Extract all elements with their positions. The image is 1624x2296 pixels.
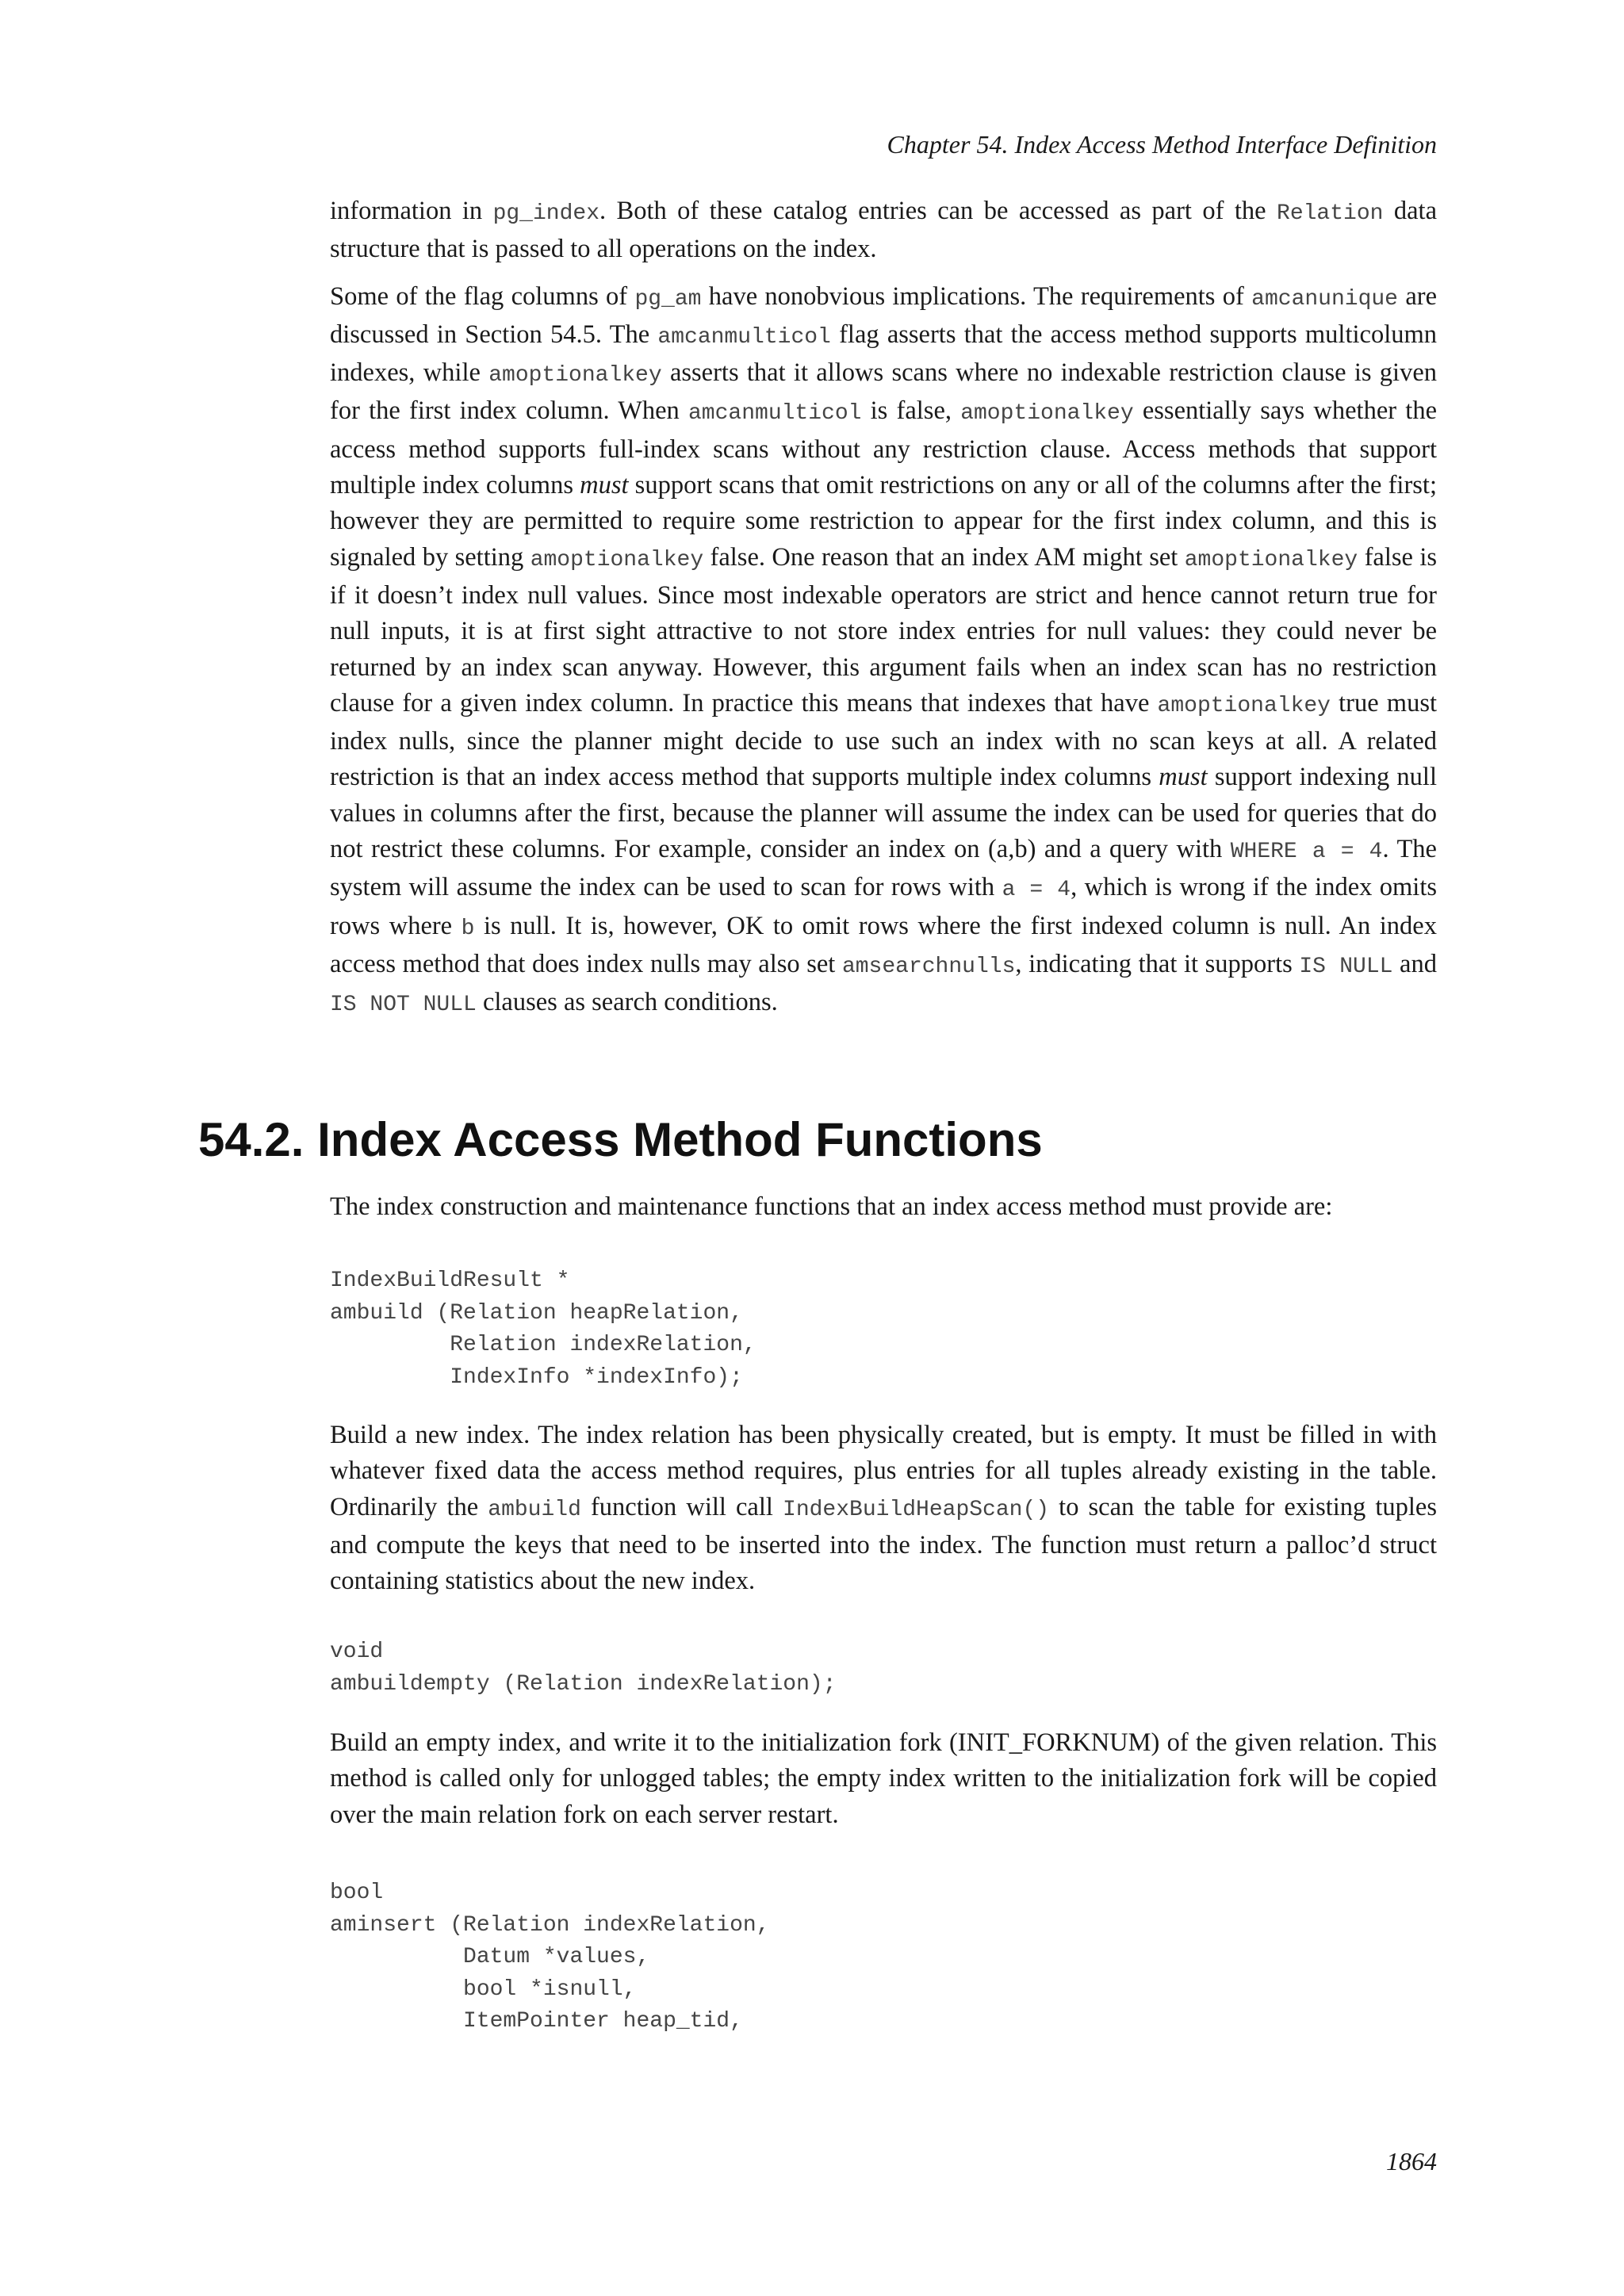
ambuild-paragraph [330,1418,1437,1599]
intro-text [330,193,1437,1024]
running-header: Chapter 54. Index Access Method Interface Definition [887,130,1437,159]
text-run: is null. It is, however, OK to omit rows where the first indexed column is null. An index access method that does index nulls may also set [330,911,1437,978]
section-lead [330,1189,1437,1225]
text-run: is false, [861,396,961,426]
text-run: , indicating that it supports [1015,949,1300,978]
code-block-ambuildempty: void ambuildempty (Relation indexRelation); [330,1640,837,1697]
text-run: information in [330,197,493,225]
text-run: false. One reason that an index AM might set [703,542,1185,572]
inline-code: IS NULL [1299,954,1393,979]
text-run: and [1392,949,1437,978]
ambuild-description [330,1418,1437,1599]
section-heading: 54.2. Index Access Method Functions [198,1113,1043,1166]
inline-code: pg_am [634,286,702,312]
text-run: Build a new index. The index relation has been physically created, but is empty. It must be filled in with whatever fixed data the access method requires, plus entries for all tuples already existing in the table. Ordinarily the [330,1421,1437,1521]
text-run: flag asserts that the access method supports multicolumn indexes, while [330,320,1438,388]
text-run: true must index nulls, since the planner might decide to use such an index with no scan keys at all. A related restriction is that an index access method that supports multiple index columns [330,688,1438,792]
text-run: data structure that is passed to all operations on the index. [330,197,1437,264]
inline-code: pg_index [492,201,599,226]
inline-code: amoptionalkey [960,401,1134,427]
text-run: false is if it doesn’t index null values. Since most indexable operators are strict and hence cannot return true for null inputs, it is at first sight attractive to not store index entries for null values: they could never be returned by an index scan anyway. However, this argument fails when an index scan has no restriction clause for a given index column. In practice this means that indexes that have [330,542,1438,718]
text-run: essentially says whether the access method supports full-index scans without any restriction clause. Access methods that support multiple index columns [330,396,1437,500]
text-run: to scan the table for existing tuples and compute the keys that need to be inserted into the index. The function must return a palloc’d struct containing statistics about the new index. [330,1492,1437,1596]
inline-code: amcanunique [1251,286,1398,312]
intro-paragraph-1 [330,193,1437,268]
inline-code: Relation [1277,201,1384,226]
inline-code: amsearchnulls [841,954,1016,979]
inline-code: a = 4 [1002,878,1071,903]
inline-code: IS NOT NULL [330,993,477,1018]
inline-code: amoptionalkey [1184,547,1358,572]
inline-code: IndexBuildHeapScan() [783,1497,1050,1522]
text-run: . Both of these catalog entries can be accessed as part of the [599,197,1277,225]
text-run: . The system will assume the index can be used to scan for rows with [330,835,1437,902]
text-run: Some of the flag columns of [330,281,635,311]
text-run: support indexing null values in columns after the first, because the planner will assume the index can be used for queries that do not restrict these columns. For example, consider an index on (a,b) and a query with [330,763,1437,864]
text-run: , which is wrong if the index omits rows where [330,873,1437,940]
inline-code: amcanmulticol [688,401,862,427]
inline-code: b [461,916,475,941]
text-run: function will call [580,1492,783,1521]
inline-code: WHERE a = 4 [1230,840,1383,865]
text-run: have nonobvious implications. The requirements of [701,281,1252,311]
emphasis: must [1159,763,1208,792]
code-block-aminsert: bool aminsert (Relation indexRelation, Datum *values, bool *isnull, ItemPointer heap_tid, [330,1881,770,2034]
ambuildempty-paragraph: Build an empty index, and write it to the initialization fork (INIT_FORKNUM) of the given relation. This method is called only for unlogged tables; the empty index written to the initialization fork will be copied over the main relation fork on each server restart. [330,1728,1437,1829]
emphasis: must [580,471,629,500]
inline-code: amoptionalkey [1157,693,1331,718]
text-run: asserts that it allows scans where no indexable restriction clause is given for the first index column. When [330,358,1438,426]
lead-paragraph: The index construction and maintenance functions that an index access method must provide are: [330,1192,1333,1221]
inline-code: amcanmulticol [657,324,831,350]
inline-code: amoptionalkey [488,363,662,388]
text-run: clauses as search conditions. [476,988,778,1017]
intro-paragraph-2 [330,279,1437,1024]
page-number: 1864 [1386,2147,1437,2175]
inline-code: ambuild [488,1497,581,1522]
inline-code: amoptionalkey [530,547,704,572]
text-run: support scans that omit restrictions on any or all of the columns after the first; however they are permitted to require some restriction to appear for the first index column, and this is signaled by setting [330,471,1437,572]
ambuildempty-description [330,1725,1437,1833]
code-block-ambuild: IndexBuildResult * ambuild (Relation heapRelation, Relation indexRelation, IndexInfo *indexInfo); [330,1269,756,1390]
text-run: are discussed in Section 54.5. The [330,281,1437,349]
